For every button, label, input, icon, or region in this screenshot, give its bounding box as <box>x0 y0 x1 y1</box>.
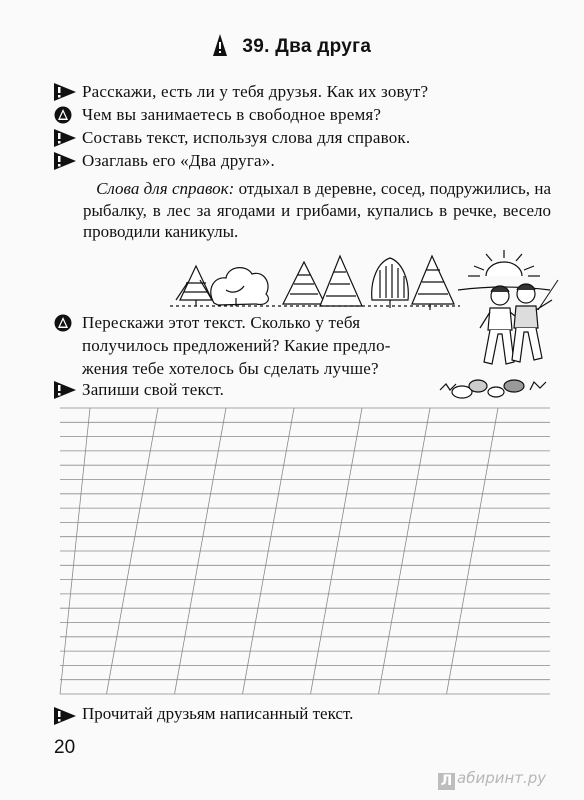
task-line-4: Озаглавь его «Два друга». <box>82 151 275 170</box>
lesson-name: Два друга <box>275 36 372 57</box>
task-line-1: Расскажи, есть ли у тебя друзья. Как их зовут? <box>82 82 429 101</box>
lesson-number: 39. <box>242 36 270 57</box>
write-task: Запиши свой текст. <box>82 380 225 399</box>
watermark-logo: Л <box>438 773 455 790</box>
task-line-3: Составь текст, используя слова для справок. <box>82 128 411 147</box>
watermark-text: абиринт.ру <box>457 769 547 787</box>
task-line-2: Чем вы занимаетесь в свободное время? <box>82 105 382 124</box>
retell-line-3: жения тебе хотелось бы сделать лучше? <box>82 359 379 378</box>
exclamation-flag-icon <box>54 707 76 725</box>
page-number: 20 <box>54 737 76 758</box>
retell-line-2: получилось предложений? Какие предло- <box>82 336 391 355</box>
watermark <box>438 769 546 790</box>
retell-line-1: Перескажи этот текст. Сколько у тебя <box>82 313 361 332</box>
reference-label: Слова для справок: <box>96 179 235 198</box>
read-task: Прочитай друзьям написанный текст. <box>82 704 354 723</box>
reference-words: отдыхал в деревне, сосед, подружились, на рыбалку, в лес за ягодами и грибами, купались в речке, весело проводили каникулы. <box>83 179 552 241</box>
